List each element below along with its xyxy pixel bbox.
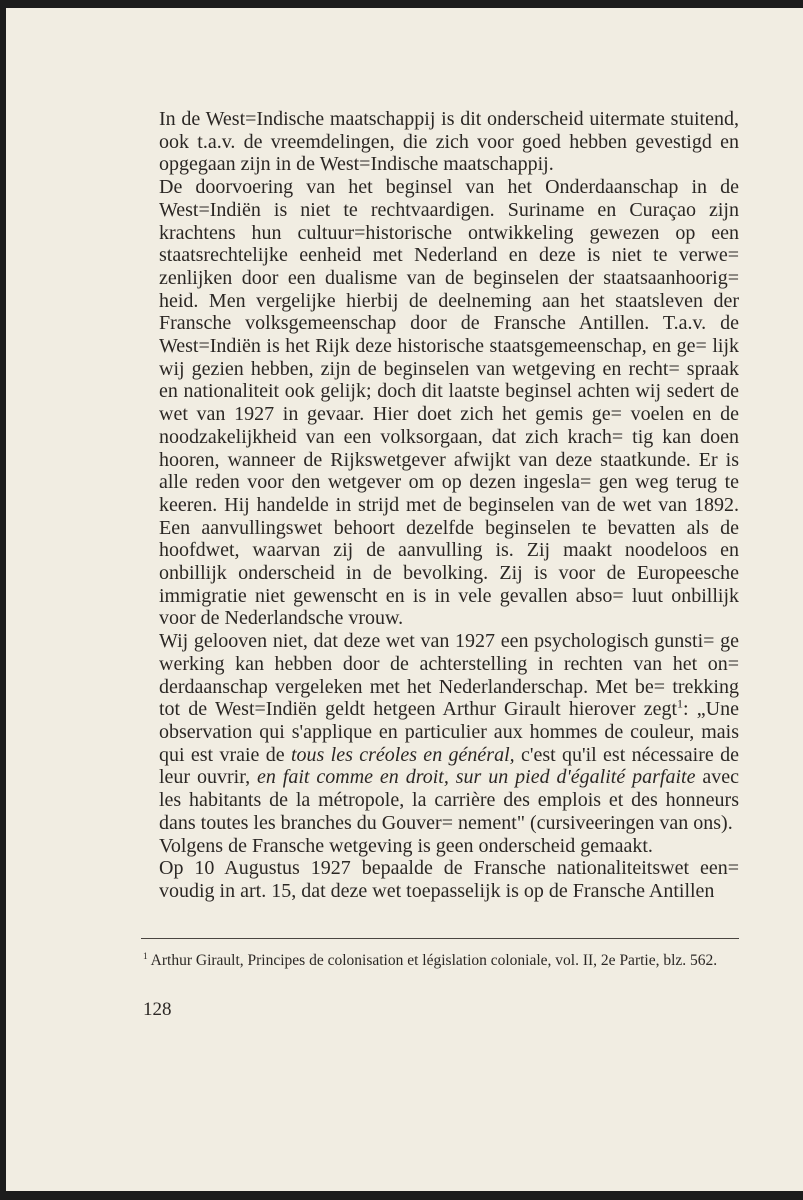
body-text — [159, 108, 739, 903]
paragraph-3-text-a: Wij gelooven niet, dat deze wet van 1927 een psychologisch gunsti= ge werking kan hebben door de achterstelling in rechten van het on= derdaanschap vergeleken met het Nederlanderschap. Met be= trekking tot de West=Indiën geldt hetgeen Arthur Girault hierover zegt — [159, 630, 739, 721]
paragraph-5-text: Op 10 Augustus 1927 bepaalde de Fransche nationaliteitswet een= voudig in art. 15, dat deze wet toepasselijk is op de Fransche Antillen — [159, 857, 739, 902]
paragraph-1 — [159, 108, 739, 176]
footnote-text: Arthur Girault, Principes de colonisation et législation coloniale, vol. II, 2e Partie, blz. 562. — [147, 952, 718, 969]
paragraph-3-text-b: : „Une observation qui s'applique en particulier aux hommes de couleur, mais qui est vraie de — [159, 698, 739, 766]
paragraph-3-text-c: c'est qu'il est nécessaire de leur ouvrir, — [159, 743, 739, 789]
footnote — [143, 950, 739, 971]
paragraph-5 — [159, 857, 739, 902]
footnote-reference: 1 — [677, 696, 684, 711]
footnote-divider — [141, 938, 739, 939]
italic-phrase-2: en fait comme en droit, sur un pied d'égalité parfaite — [257, 766, 696, 789]
paragraph-4 — [159, 835, 739, 858]
paragraph-3 — [159, 630, 739, 834]
paragraph-2-text: De doorvoering van het beginsel van het Onderdaanschap in de West=Indiën is niet te rechtvaardigen. Suriname en Curaçao zijn krachtens hun cultuur=historische ontwikkeling gewezen op een staatsrechtelijke eenheid met Nederland en deze is niet te verwe= zenlijken door een dualisme van de beginselen der staatsaanhoorig= heid. Men vergelijke hierbij de deelneming aan het staatsleven der Fransche volksgemeenschap door de Fransche Antillen. T.a.v. de West=Indiën is het Rijk deze historische staatsgemeenschap, en ge= lijk wij gezien hebben, zijn de beginselen van wetgeving en recht= spraak en nationaliteit ook gelijk; doch dit laatste beginsel achten wij sedert de wet van 1927 in gevaar. Hier doet zich het gemis ge= voelen en de noodzakelijkheid van een volksorgaan, dat zich krach= tig kan doen hooren, wanneer de Rijkswetgever afwijkt van deze staatkunde. Er is alle reden voor den wetgever om op dezen ingesla= gen weg terug te keeren. Hij handelde in strijd met de beginselen van de wet van 1892. Een aanvullingswet behoort dezelfde beginselen te bevatten als de hoofdwet, waarvan zij de aanvulling is. Zij maakt noodeloos en onbillijk onderscheid in de bevolking. Zij is voor de Europeesche immigratie niet gewenscht en is in vele gevallen abso= luut onbillijk voor de Nederlandsche vrouw. — [159, 176, 739, 630]
page-number: 128 — [143, 999, 172, 1020]
paragraph-4-text: Volgens de Fransche wetgeving is geen onderscheid gemaakt. — [159, 834, 653, 857]
footnote-mark: 1 — [143, 951, 148, 962]
italic-phrase-1: tous les créoles en général, — [290, 743, 515, 766]
paragraph-2 — [159, 176, 739, 630]
paragraph-3-text-d: avec les habitants de la métropole, la carrière des emplois et des honneurs dans toutes les branches du Gouver= nement" (cursiveeringen van ons). — [159, 766, 739, 834]
paragraph-1-text: In de West=Indische maatschappij is dit onderscheid uitermate stuitend, ook t.a.v. de vreemdelingen, die zich voor goed hebben gevestigd en opgegaan zijn in de West=Indische maatschappij. — [159, 108, 739, 176]
